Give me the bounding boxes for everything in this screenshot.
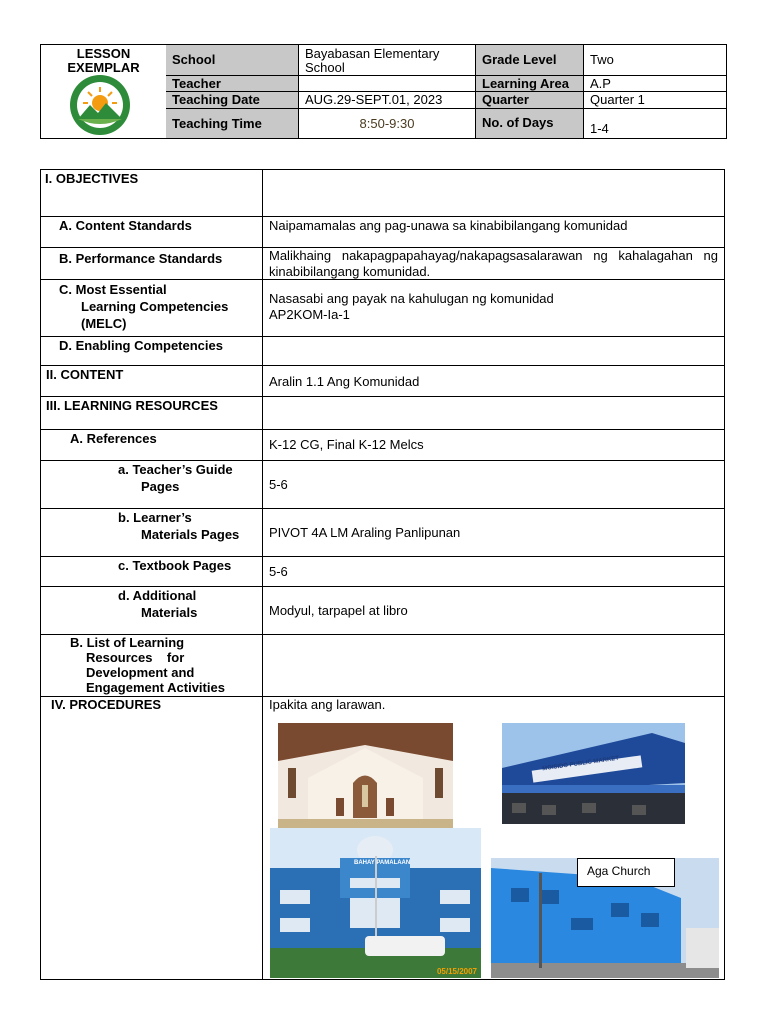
melc-value-line2: AP2KOM-Ia-1 bbox=[269, 307, 350, 322]
performance-standards-row bbox=[41, 248, 724, 280]
lesson-plan-table bbox=[40, 169, 725, 980]
no-of-days-label: No. of Days bbox=[476, 109, 584, 138]
public-market-photo bbox=[502, 723, 685, 824]
melc-row bbox=[41, 280, 724, 337]
list-resources-label-line4: Engagement Activities bbox=[86, 680, 225, 695]
logo-cell bbox=[41, 45, 167, 138]
photo-date-stamp: 05/15/2007 bbox=[436, 967, 477, 976]
aga-church-caption: Aga Church bbox=[577, 858, 675, 887]
teaching-date-label: Teaching Date bbox=[166, 92, 299, 109]
references-value: K-12 CG, Final K-12 Melcs bbox=[269, 437, 424, 452]
list-resources-value bbox=[269, 635, 718, 696]
enabling-competencies-value bbox=[269, 337, 718, 365]
objectives-value bbox=[269, 170, 718, 216]
melc-label-line3: (MELC) bbox=[81, 316, 127, 331]
no-of-days-value: 1-4 bbox=[590, 121, 609, 136]
teacher-value bbox=[299, 76, 476, 92]
church-interior-photo bbox=[278, 723, 453, 828]
learners-materials-label-line2: Materials Pages bbox=[141, 527, 240, 542]
teachers-guide-label-line2: Pages bbox=[141, 479, 180, 494]
learners-materials-value: PIVOT 4A LM Araling Panlipunan bbox=[269, 525, 461, 540]
teaching-time-label: Teaching Time bbox=[166, 109, 299, 138]
teaching-date-value: AUG.29-SEPT.01, 2023 bbox=[299, 92, 476, 109]
teachers-guide-label bbox=[41, 461, 263, 508]
melc-label-line2: Learning Competencies bbox=[81, 299, 229, 314]
grade-level-label: Grade Level bbox=[476, 45, 584, 76]
teachers-guide-row bbox=[41, 461, 724, 509]
textbook-pages-value: 5-6 bbox=[269, 564, 288, 579]
teachers-guide-value: 5-6 bbox=[269, 477, 288, 492]
teachers-guide-label-line1: a. Teacher’s Guide bbox=[118, 462, 233, 477]
quarter-label: Quarter bbox=[476, 92, 584, 109]
textbook-pages-row bbox=[41, 557, 724, 587]
content-value: Aralin 1.1 Ang Komunidad bbox=[269, 374, 420, 389]
learners-materials-label-line1: b. Learner’s bbox=[118, 510, 192, 525]
additional-materials-label-line1: d. Additional bbox=[118, 588, 197, 603]
learners-materials-label bbox=[41, 509, 263, 556]
quarter-value: Quarter 1 bbox=[584, 92, 726, 109]
additional-materials-value: Modyul, tarpapel at libro bbox=[269, 603, 408, 618]
content-label: II. CONTENT bbox=[41, 366, 263, 396]
additional-materials-label-line2: Materials bbox=[141, 605, 198, 620]
teacher-label: Teacher bbox=[166, 76, 299, 92]
school-label: School bbox=[166, 45, 299, 76]
municipal-hall-photo bbox=[270, 828, 481, 978]
content-standards-row bbox=[41, 217, 724, 248]
learning-area-value: A.P bbox=[584, 76, 726, 92]
enabling-competencies-label: D. Enabling Competencies bbox=[41, 337, 263, 365]
references-label: A. References bbox=[41, 430, 263, 460]
content-row bbox=[41, 366, 724, 397]
learning-area-label: Learning Area bbox=[476, 76, 584, 92]
additional-materials-label bbox=[41, 587, 263, 634]
references-row bbox=[41, 430, 724, 461]
textbook-pages-label: c. Textbook Pages bbox=[41, 557, 263, 586]
procedures-row bbox=[41, 697, 724, 979]
additional-materials-row bbox=[41, 587, 724, 635]
header-table bbox=[40, 44, 727, 139]
list-resources-label-line1: B. List of Learning bbox=[70, 635, 185, 650]
content-standards-value: Naipamamalas ang pag-unawa sa kinabibilangang komunidad bbox=[269, 218, 628, 233]
melc-label bbox=[41, 280, 263, 336]
learning-resources-value bbox=[269, 397, 718, 429]
learning-resources-row bbox=[41, 397, 724, 430]
enabling-competencies-row bbox=[41, 337, 724, 366]
melc-value-line1: Nasasabi ang payak na kahulugan ng komunidad bbox=[269, 291, 554, 306]
school-logo-icon bbox=[68, 73, 132, 137]
objectives-label: I. OBJECTIVES bbox=[41, 170, 263, 216]
teaching-time-value: 8:50-9:30 bbox=[299, 109, 476, 138]
content-standards-label: A. Content Standards bbox=[41, 217, 263, 247]
learners-materials-row bbox=[41, 509, 724, 557]
melc-label-line1: C. Most Essential bbox=[59, 282, 167, 297]
list-resources-label-line2: Resources for bbox=[86, 650, 185, 665]
procedures-value: Ipakita ang larawan. bbox=[269, 697, 386, 712]
performance-standards-label: B. Performance Standards bbox=[41, 248, 263, 279]
objectives-row bbox=[41, 170, 724, 217]
lesson-title: LESSON EXEMPLAR bbox=[67, 46, 140, 75]
procedures-label: IV. PROCEDURES bbox=[41, 697, 263, 979]
hall-banner-text: BAHAY PAMALAAN bbox=[354, 860, 411, 866]
performance-standards-value: Malikhaing nakapagpapahayag/nakapagsasalarawan ng kahalagahan ng kinabibilangang komunidad. bbox=[269, 248, 718, 279]
list-resources-row bbox=[41, 635, 724, 697]
list-resources-label-line3: Development and bbox=[86, 665, 195, 680]
list-resources-label bbox=[41, 635, 263, 696]
grade-level-value: Two bbox=[584, 45, 726, 76]
school-value: Bayabasan Elementary School bbox=[299, 45, 476, 76]
market-banner-text: MOISIDO PUBLIC MARKET bbox=[541, 755, 620, 773]
learning-resources-label: III. LEARNING RESOURCES bbox=[41, 397, 263, 429]
